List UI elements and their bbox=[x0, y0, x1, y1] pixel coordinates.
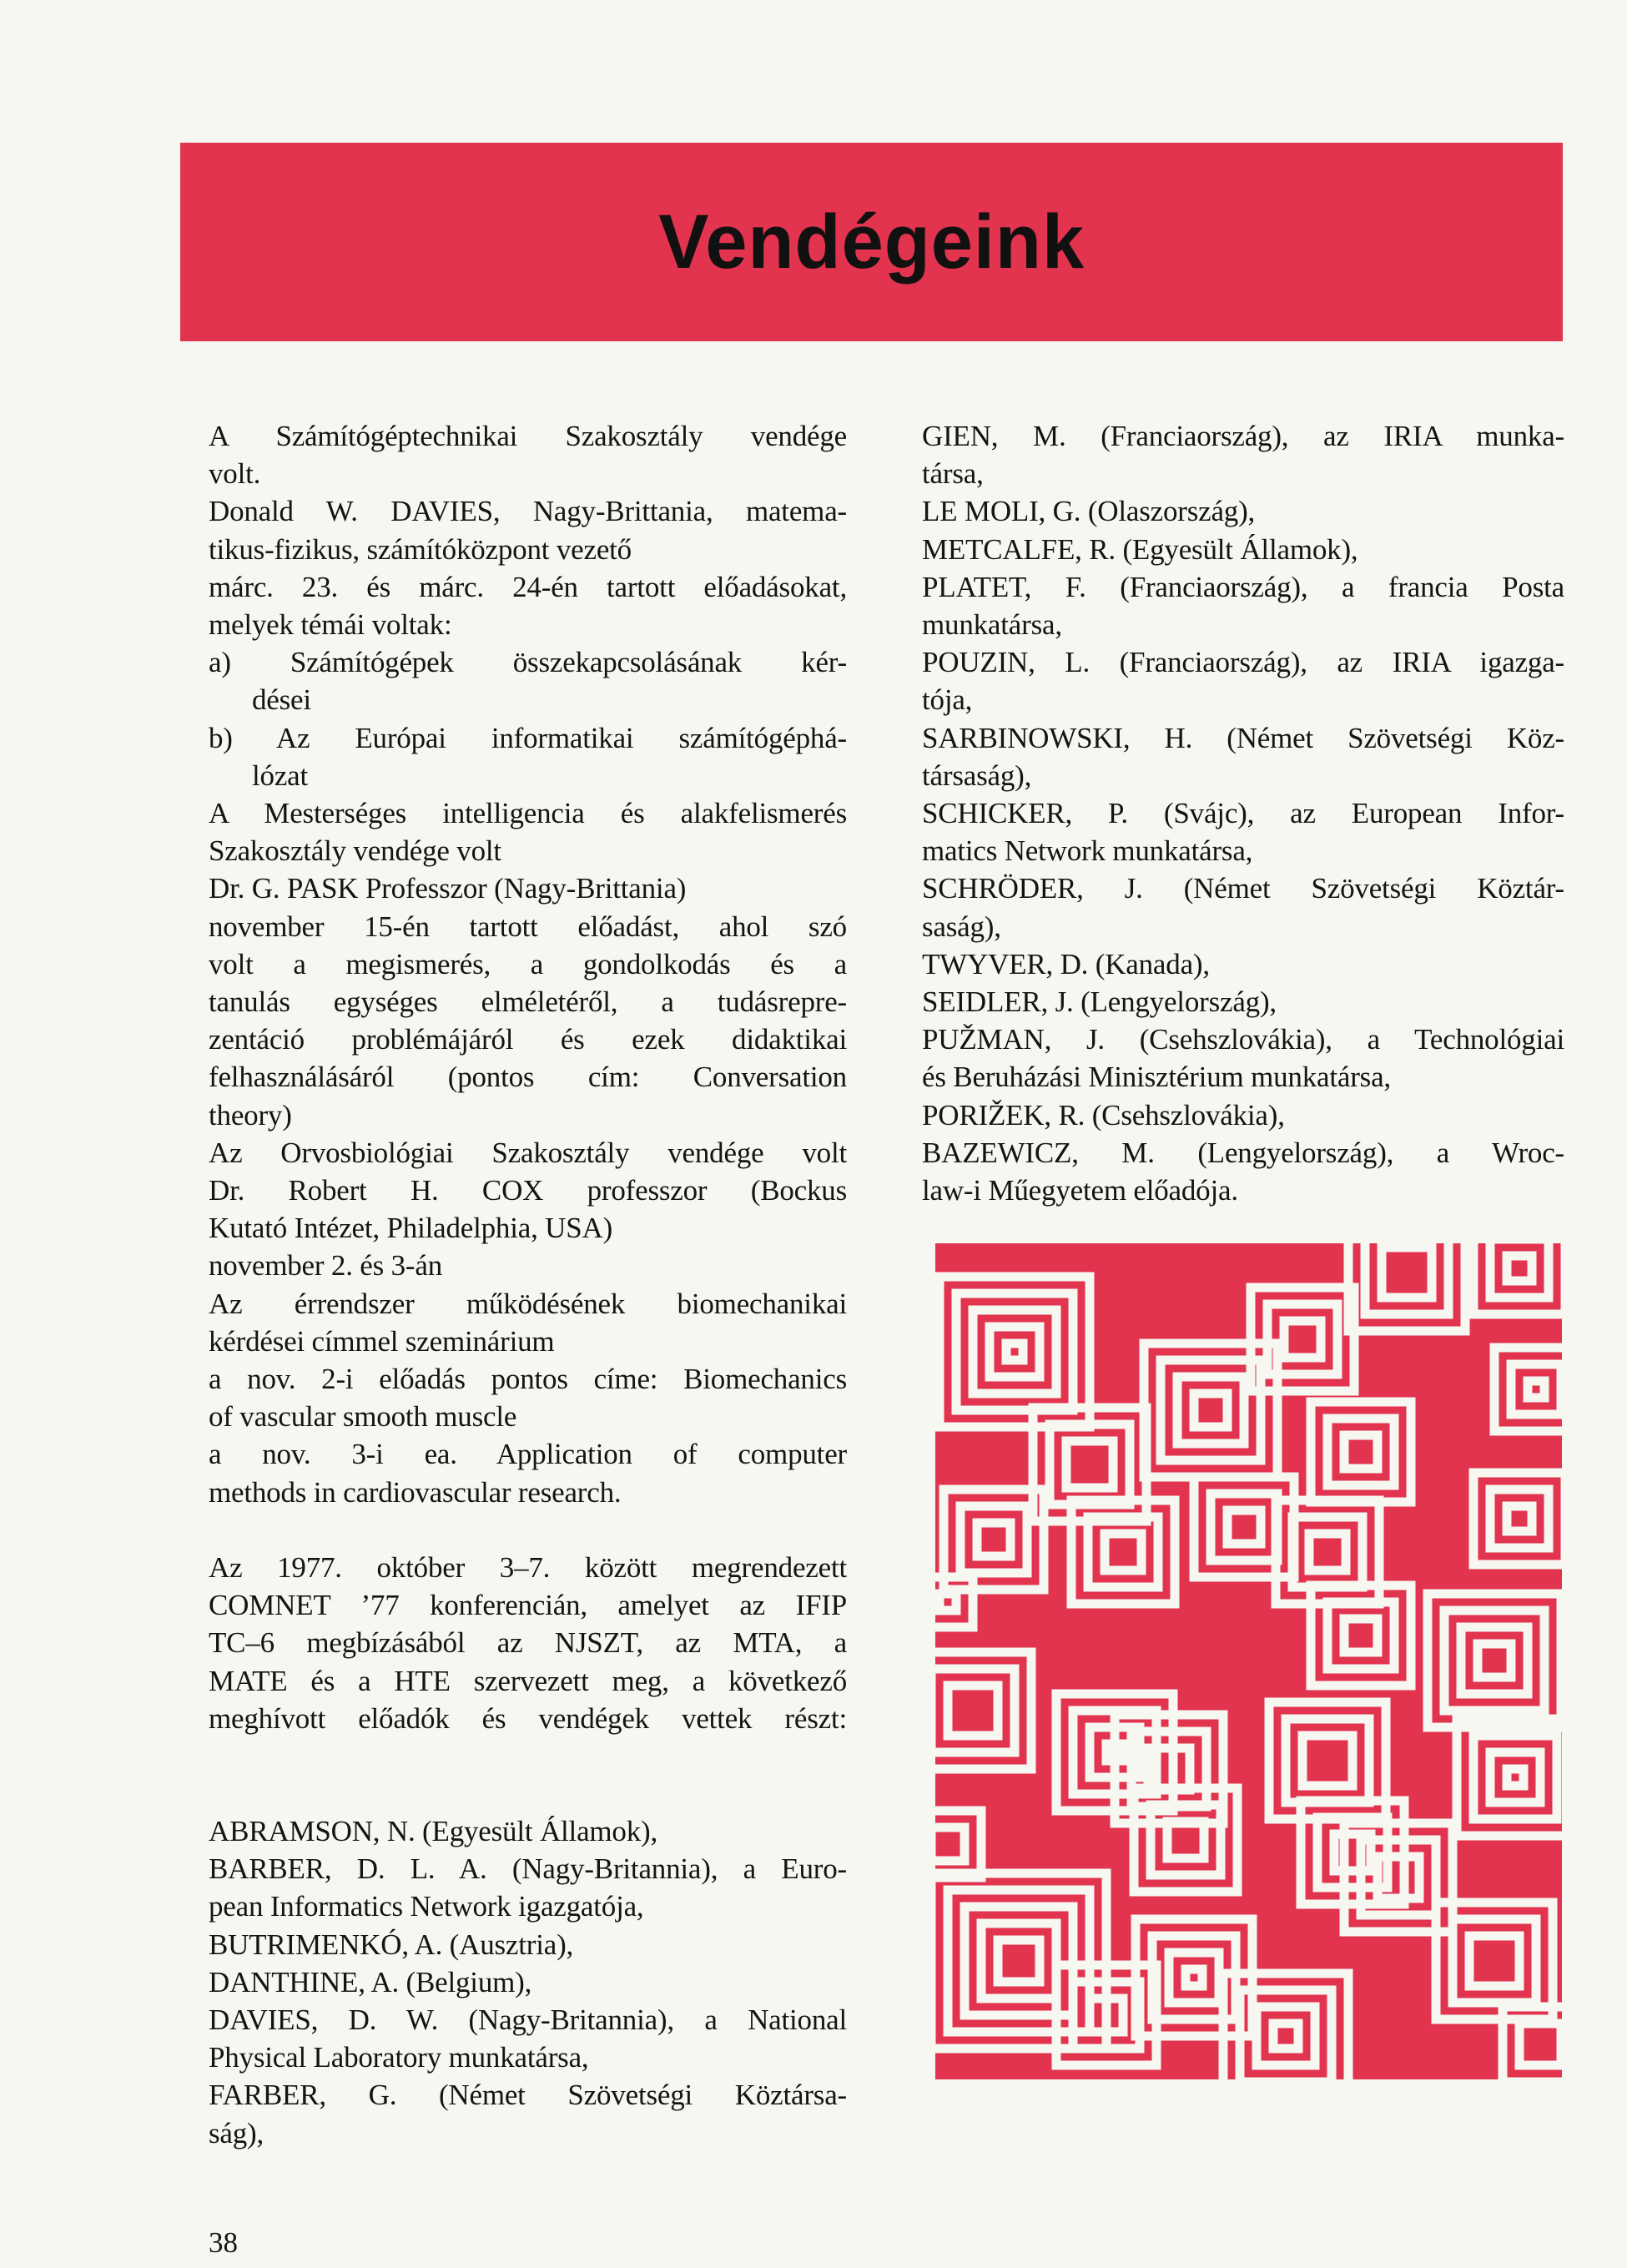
participant-entry: ság), bbox=[209, 2116, 264, 2150]
participant-entry: PORIŽEK, R. (Csehszlovákia), bbox=[922, 1098, 1285, 1131]
text-line: A Mesterséges intelligencia és alakfelismerés bbox=[209, 797, 847, 830]
text-line: melyek témái voltak: bbox=[209, 608, 452, 642]
text-line: Szakosztály vendége volt bbox=[209, 834, 501, 868]
text-line: tanulás egységes elméletéről, a tudásrepre- bbox=[209, 985, 847, 1019]
contour-ring bbox=[1507, 1769, 1524, 1786]
section-banner bbox=[180, 143, 1563, 341]
text-line: Donald W. DAVIES, Nagy-Brittania, matema- bbox=[209, 495, 847, 528]
text-line: tikus-fizikus, számítóközpont vezető bbox=[209, 532, 632, 566]
participant-entry: BUTRIMENKÓ, A. (Ausztria), bbox=[209, 1928, 574, 1961]
contour-ring bbox=[1227, 1510, 1261, 1544]
participant-entry: GIEN, M. (Franciaország), az IRIA munka- bbox=[922, 420, 1564, 452]
contour-pattern-svg bbox=[935, 1243, 1562, 2079]
contour-ring bbox=[1344, 1619, 1378, 1652]
participant-entry: DANTHINE, A. (Belgium), bbox=[209, 1965, 532, 1998]
text-line: TC–6 megbízásából az NJSZT, az MTA, a bbox=[209, 1626, 847, 1660]
contour-ring bbox=[1469, 1936, 1519, 1986]
text-line: a nov. 3-i ea. Application of computer bbox=[209, 1438, 847, 1471]
text-line: of vascular smooth muscle bbox=[209, 1400, 517, 1434]
text-line: Az érrendszer működésének biomechanikai bbox=[209, 1287, 847, 1320]
text-line: felhasználásáról (pontos cím: Conversation bbox=[209, 1061, 847, 1094]
contour-ring bbox=[1461, 1627, 1528, 1694]
paragraph-spacer bbox=[209, 1737, 847, 1812]
participant-entry: POUZIN, L. (Franciaország), az IRIA igazga- bbox=[922, 646, 1564, 679]
contour-ring bbox=[1186, 1969, 1202, 1986]
contour-ring bbox=[1257, 2007, 1315, 2065]
text-line: MATE és a HTE szervezett meg, a következő bbox=[209, 1664, 847, 1697]
text-line: volt. bbox=[209, 457, 261, 491]
participant-entry: matics Network munkatársa, bbox=[922, 834, 1253, 868]
contour-ring bbox=[960, 1506, 1027, 1573]
contour-ring bbox=[1105, 1534, 1141, 1570]
contour-ring bbox=[1284, 1321, 1321, 1358]
contour-ring bbox=[1478, 1644, 1511, 1677]
contour-ring bbox=[1177, 1377, 1244, 1444]
participant-entry: saság), bbox=[922, 910, 1001, 943]
contour-ring bbox=[1327, 1602, 1394, 1669]
contour-ring bbox=[1507, 1506, 1532, 1531]
participant-entry: TWYVER, D. (Kanada), bbox=[922, 947, 1210, 980]
participant-entry: DAVIES, D. W. (Nagy-Britannia), a National bbox=[209, 2003, 847, 2036]
text-line: Dr. G. PASK Professzor (Nagy-Brittania) bbox=[209, 872, 687, 905]
participant-entry: METCALFE, R. (Egyesült Államok), bbox=[922, 532, 1358, 566]
participant-entry: SCHRÖDER, J. (Német Szövetségi Köztár- bbox=[922, 872, 1564, 905]
contour-ring bbox=[939, 1594, 956, 1610]
list-item-a: a) Számítógépek összekapcsolásának kér- bbox=[209, 646, 847, 679]
contour-ring bbox=[990, 1327, 1040, 1377]
contour-ring bbox=[1211, 1494, 1277, 1560]
participant-entry: SCHICKER, P. (Svájc), az European Infor- bbox=[922, 797, 1564, 830]
text-line: kérdései címmel szeminárium bbox=[209, 1324, 555, 1358]
contour-ring bbox=[1490, 1752, 1540, 1802]
text-line: volt a megismerés, a gondolkodás és a bbox=[209, 947, 847, 980]
participant-entry: PLATET, F. (Franciaország), a francia Posta bbox=[922, 570, 1564, 603]
participant-entry: law-i Műegyetem előadója. bbox=[922, 1174, 1238, 1207]
text-line: lózat bbox=[252, 759, 309, 792]
contour-ring bbox=[1006, 1343, 1023, 1360]
text-line: márc. 23. és márc. 24-én tartott előadásokat, bbox=[209, 570, 847, 603]
text-line: COMNET ’77 konferencián, amelyet az IFIP bbox=[209, 1589, 847, 1622]
text-line: methods in cardiovascular research. bbox=[209, 1475, 622, 1509]
text-line: meghívott előadók és vendégek vettek részt: bbox=[209, 1701, 847, 1735]
guest-lectures-block bbox=[209, 417, 847, 1511]
comnet-intro-block bbox=[209, 1549, 847, 1737]
participant-entry: SARBINOWSKI, H. (Német Szövetségi Köz- bbox=[922, 721, 1564, 754]
contour-ring bbox=[1511, 1364, 1561, 1414]
participant-entry: SEIDLER, J. (Lengyelország), bbox=[922, 985, 1277, 1019]
participant-entry: FARBER, G. (Német Szövetségi Köztársa- bbox=[209, 2079, 847, 2112]
contour-ring bbox=[1066, 1441, 1113, 1488]
text-line: zentáció problémájáról és ezek didaktikai bbox=[209, 1023, 847, 1056]
contour-ring bbox=[1194, 1394, 1227, 1427]
section-title: Vendégeink bbox=[658, 199, 1085, 285]
participants-list-left bbox=[209, 1812, 847, 2152]
contour-ring bbox=[935, 1811, 981, 1877]
text-line: Az Orvosbiológiai Szakosztály vendége volt bbox=[209, 1136, 847, 1169]
text-line: november 2. és 3-án bbox=[209, 1249, 442, 1283]
contour-ring bbox=[1519, 2024, 1561, 2065]
text-line: dései bbox=[252, 683, 311, 717]
participant-entry: munkatársa, bbox=[922, 608, 1062, 642]
contour-ring bbox=[1507, 1256, 1532, 1281]
contour-pattern-illustration bbox=[935, 1243, 1562, 2079]
right-column bbox=[922, 417, 1564, 1209]
participant-entry: társa, bbox=[922, 457, 984, 491]
contour-ring bbox=[1273, 2024, 1298, 2049]
text-line: november 15-én tartott előadást, ahol szó bbox=[209, 910, 847, 943]
text-line: theory) bbox=[209, 1098, 292, 1131]
contour-ring bbox=[1309, 1534, 1346, 1570]
participant-entry: pean Informatics Network igazgatója, bbox=[209, 1890, 644, 1923]
participant-entry: Physical Laboratory munkatársa, bbox=[209, 2041, 589, 2074]
contour-ring bbox=[935, 1827, 965, 1861]
contour-ring bbox=[998, 1940, 1040, 1982]
text-line: a nov. 2-i előadás pontos címe: Biomechanics bbox=[209, 1363, 847, 1396]
contour-ring bbox=[1151, 1805, 1221, 1875]
contour-ring bbox=[1344, 1435, 1378, 1469]
paragraph-spacer bbox=[209, 1511, 847, 1549]
contour-ring bbox=[948, 1686, 998, 1736]
contour-ring bbox=[1327, 1419, 1394, 1485]
contour-ring bbox=[1292, 1517, 1363, 1587]
contour-ring bbox=[1302, 1736, 1352, 1786]
contour-ring bbox=[977, 1523, 1010, 1556]
contour-ring bbox=[1528, 1381, 1544, 1398]
text-line: Az 1977. október 3–7. között megrendezett bbox=[209, 1550, 847, 1584]
participants-list-right bbox=[922, 417, 1564, 1209]
participant-entry: ABRAMSON, N. (Egyesült Államok), bbox=[209, 1814, 658, 1847]
contour-ring bbox=[1490, 1489, 1549, 1548]
participant-entry: LE MOLI, G. (Olaszország), bbox=[922, 495, 1256, 528]
contour-ring bbox=[1088, 1517, 1158, 1587]
page-number: 38 bbox=[209, 2226, 238, 2259]
left-column bbox=[209, 417, 847, 2152]
text-line: A Számítógéptechnikai Szakosztály vendége bbox=[209, 420, 847, 452]
text-line: Dr. Robert H. COX professzor (Bockus bbox=[209, 1174, 847, 1207]
participant-entry: és Beruházási Minisztérium munkatársa, bbox=[922, 1061, 1391, 1094]
contour-ring bbox=[1169, 1953, 1219, 2003]
text-line: Kutató Intézet, Philadelphia, USA) bbox=[209, 1212, 613, 1245]
participant-entry: BAZEWICZ, M. (Lengyelország), a Wroc- bbox=[922, 1136, 1564, 1169]
contour-ring bbox=[981, 1923, 1056, 1998]
participant-entry: BARBER, D. L. A. (Nagy-Britannia), a Euro- bbox=[209, 1852, 847, 1886]
participant-entry: társaság), bbox=[922, 759, 1032, 792]
contour-ring bbox=[1050, 1424, 1130, 1504]
list-item-b: b) Az Európai informatikai számítógéphá- bbox=[209, 721, 847, 754]
participant-entry: tója, bbox=[922, 683, 973, 717]
contour-ring bbox=[1382, 1247, 1432, 1298]
participant-entry: PUŽMAN, J. (Csehszlovákia), a Technológiai bbox=[922, 1023, 1564, 1056]
